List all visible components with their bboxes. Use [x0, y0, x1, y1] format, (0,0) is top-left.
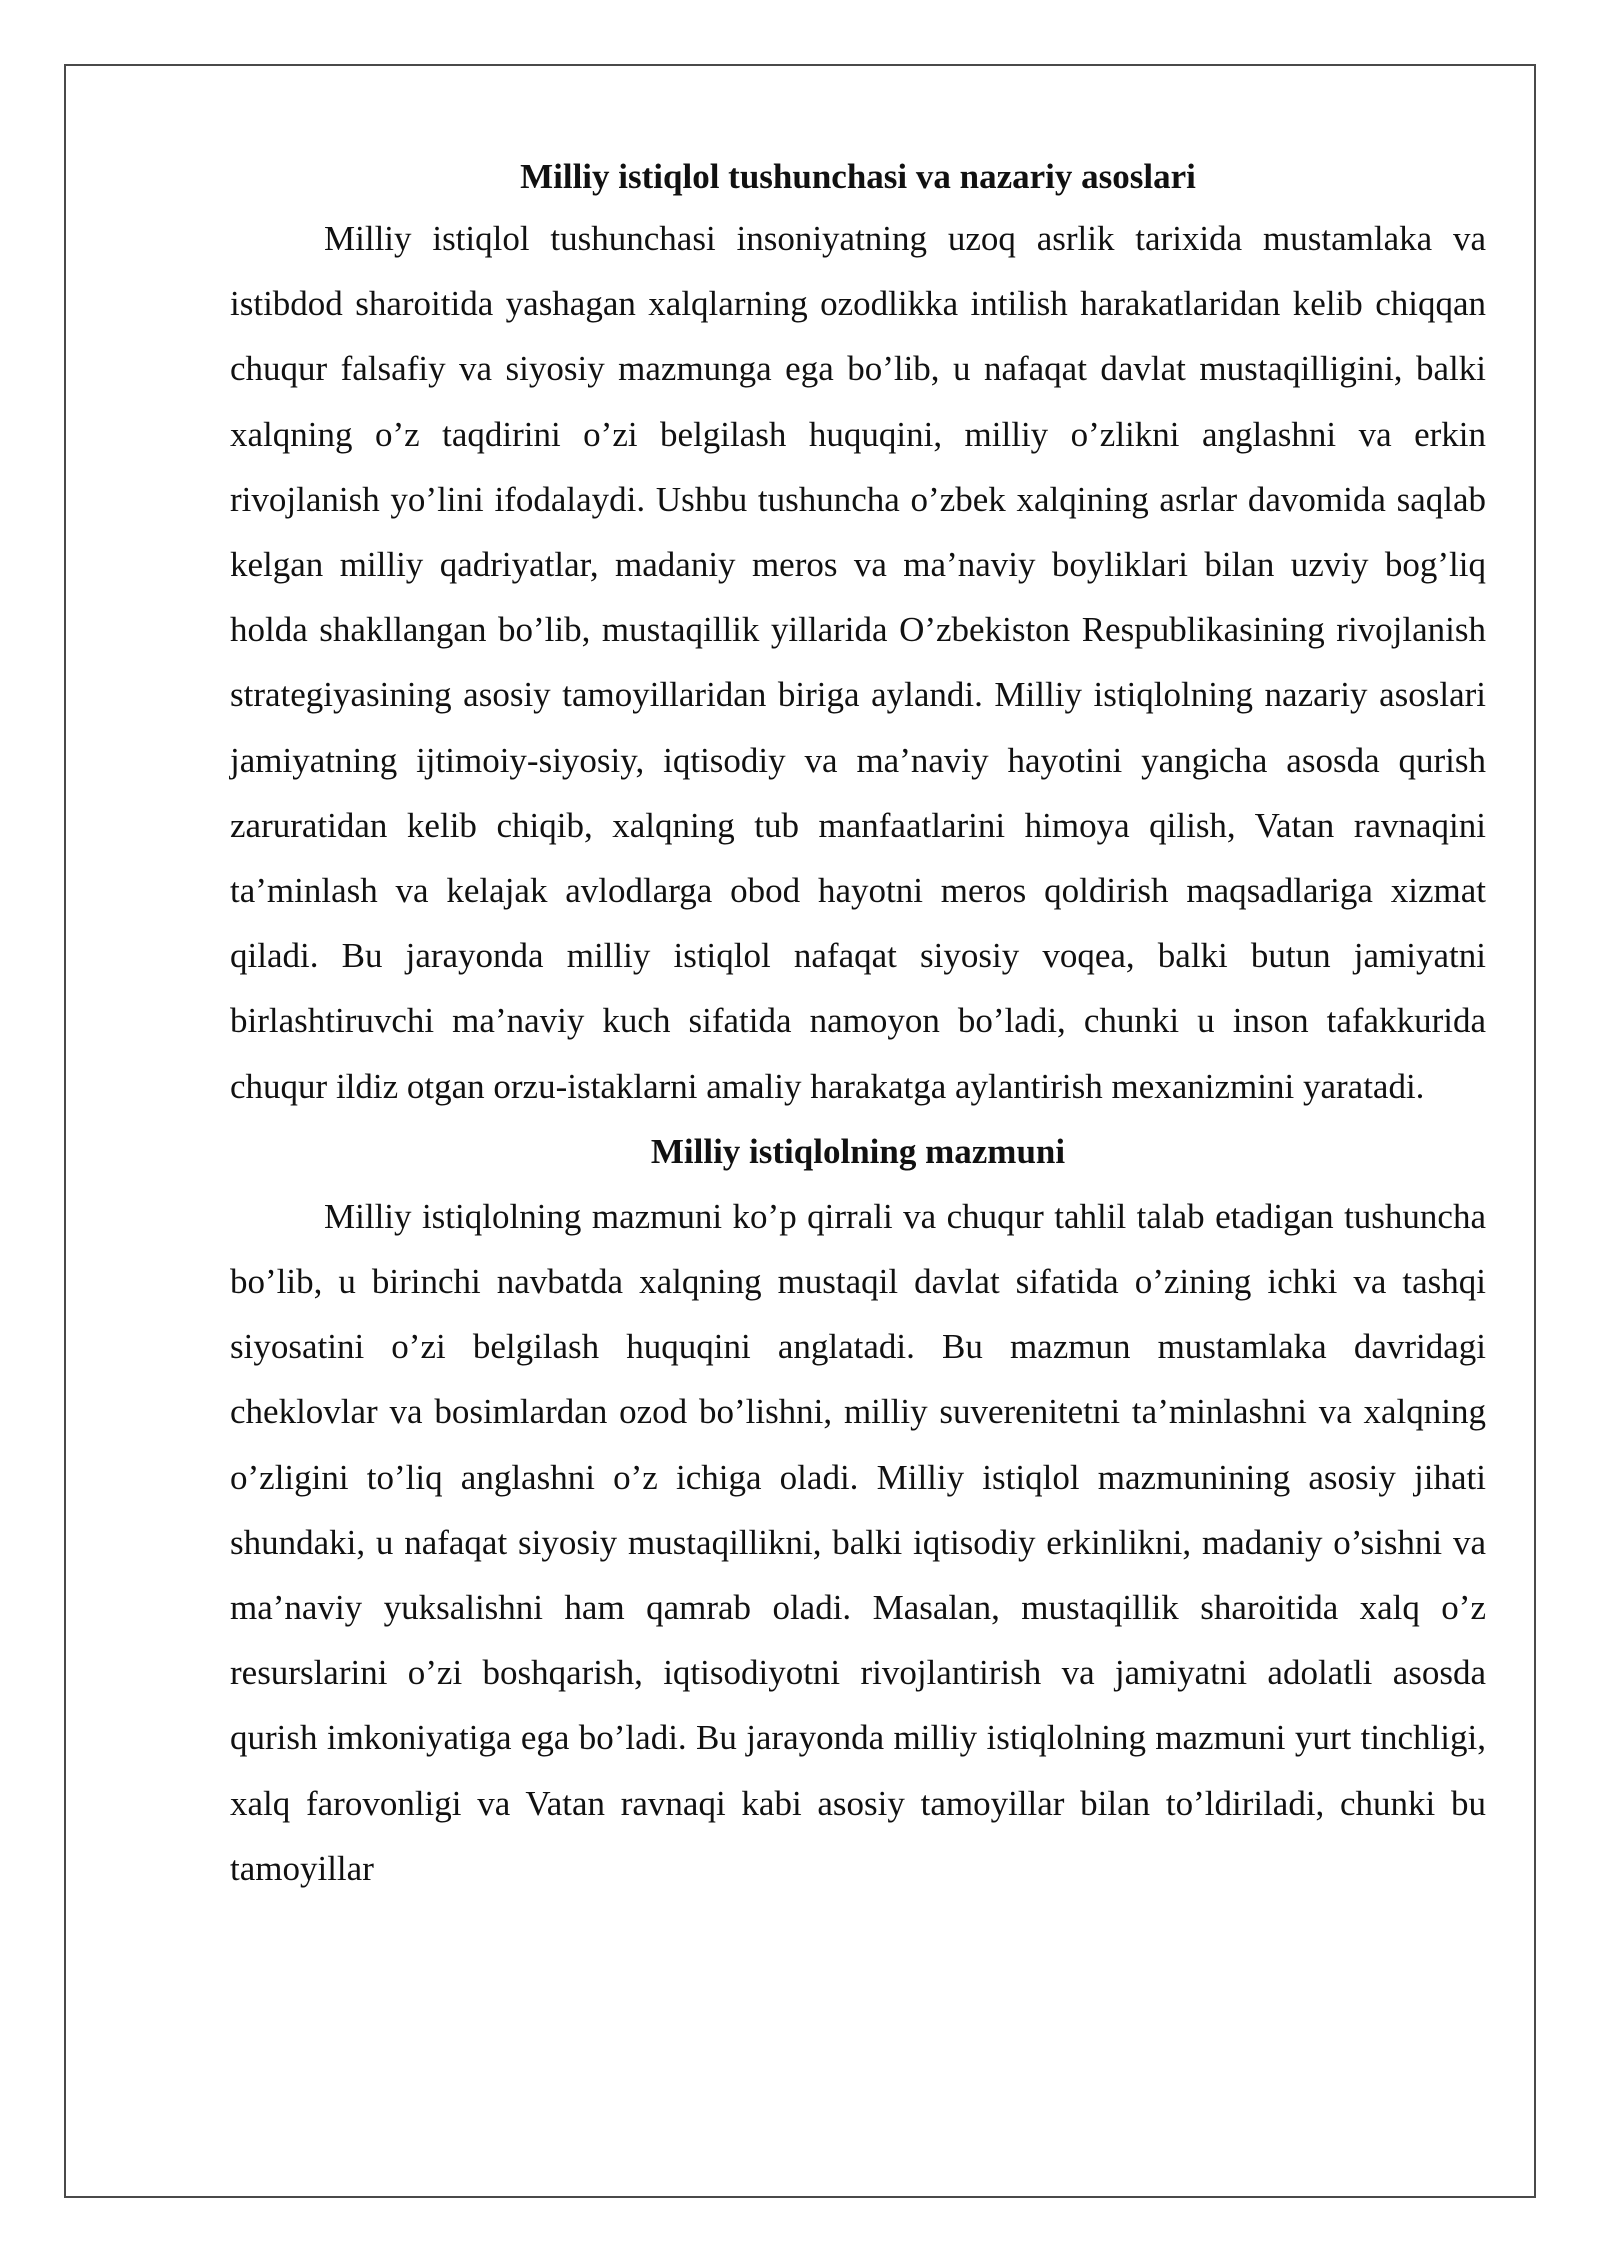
section-paragraph-2: Milliy istiqlolning mazmuni ko’p qirrali va chuqur tahlil talab etadigan tushuncha bo’lib, u birinchi navbatda xalqning mustaqil davlat sifatida o’zining ichki va tashqi siyosatini o’zi belgilash huquqini anglatadi. Bu mazmun mustamlaka davridagi cheklovlar va bosimlardan ozod bo’lishni, milliy suverenitetni ta’minlashni va xalqning o’zligini to’liq anglashni o’z ichiga oladi. Milliy istiqlol mazmunining asosiy jihati shundaki, u nafaqat siyosiy mustaqillikni, balki iqtisodiy erkinlikni, madaniy o’sishni va ma’naviy yuksalishni ham qamrab oladi. Masalan, mustaqillik sharoitida xalq o’z resurslarini o’zi boshqarish, iqtisodiyotni rivojlantirish va jamiyatni adolatli asosda qurish imkoniyatiga ega bo’ladi. Bu jarayonda milliy istiqlolning mazmuni yurt tinchligi, xalq farovonligi va Vatan ravnaqi kabi asosiy tamoyillar bilan to’ldiriladi, chunki bu tamoyillar	[230, 1196, 1486, 1888]
section-paragraph-1: Milliy istiqlol tushunchasi insoniyatning uzoq asrlik tarixida mustamlaka va istibdod sharoitida yashagan xalqlarning ozodlikka intilish harakatlaridan kelib chiqqan chuqur falsafiy va siyosiy mazmunga ega bo’lib, u nafaqat davlat mustaqilligini, balki xalqning o’z taqdirini o’zi belgilash huquqini, milliy o’zlikni anglashni va erkin rivojlanish yo’lini ifodalaydi. Ushbu tushuncha o’zbek xalqining asrlar davomida saqlab kelgan milliy qadriyatlar, madaniy meros va ma’naviy boyliklari bilan uzviy bog’liq holda shakllangan bo’lib, mustaqillik yillarida O’zbekiston Respublikasining rivojlanish strategiyasining asosiy tamoyillaridan biriga aylandi. Milliy istiqlolning nazariy asoslari jamiyatning ijtimoiy-siyosiy, iqtisodiy va ma’naviy hayotini yangicha asosda qurish zaruratidan kelib chiqib, xalqning tub manfaatlarini himoya qilish, Vatan ravnaqini ta’minlash va kelajak avlodlarga obod hayotni meros qoldirish maqsadlariga xizmat qiladi. Bu jarayonda milliy istiqlol nafaqat siyosiy voqea, balki butun jamiyatni birlashtiruvchi ma’naviy kuch sifatida namoyon bo’ladi, chunki u inson tafakkurida chuqur ildiz otgan orzu-istaklarni amaliy harakatga aylantirish mexanizmini yaratadi.	[230, 219, 1486, 1106]
section-heading-1: Milliy istiqlol tushunchasi va nazariy asoslari	[520, 157, 1196, 196]
section-heading-2: Milliy istiqlolning mazmuni	[650, 1131, 1066, 1171]
document-body	[230, 148, 1486, 1901]
